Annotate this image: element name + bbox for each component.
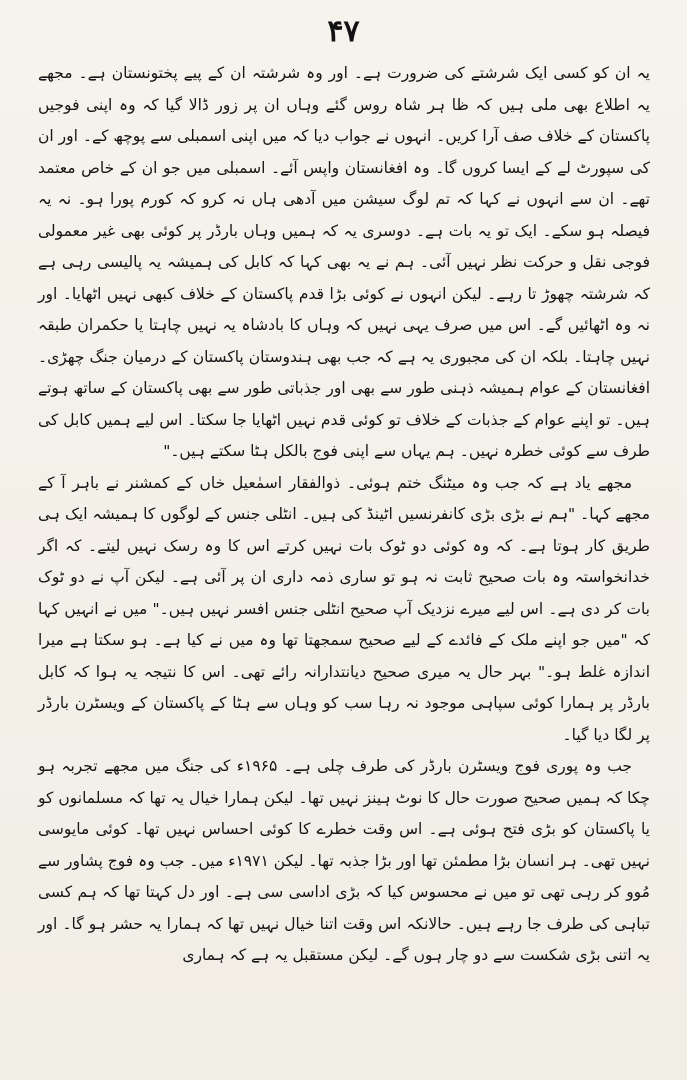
body-text	[38, 58, 650, 972]
page-number: ۴۷	[327, 14, 360, 49]
paragraph-3: جب وہ پوری فوج ویسٹرن بارڈر کی طرف چلی ہے۔ ۱۹۶۵ء کی جنگ میں مجھے تجربہ ہو چکا کہ ہمیں صحیح صورت حال کا نوٹ ہینز نہیں تھا۔ لیکن ہمارا خیال یہ تھا کہ مسلمانوں کو یا پاکستان کو بڑی فتح ہوئی ہے۔ اس وقت خطرے کا کوئی احساس نہیں تھا۔ کوئی مایوسی نہیں تھی۔ ہر انسان بڑا مطمئن تھا اور بڑا جذبہ تھا۔ لیکن ۱۹۷۱ء میں۔ جب وہ فوج پشاور سے مُوو کر رہی تھی تو میں نے محسوس کیا کہ بڑی اداسی سی ہے۔ اور دل کہتا تھا کہ ہم کسی تباہی کی طرف جا رہے ہیں۔ حالانکہ اس وقت اتنا خیال نہیں تھا کہ ہمارا یہ حشر ہو گا۔ اور یہ اتنی بڑی شکست سے دو چار ہوں گے۔ لیکن مستقبل یہ ہے کہ ہماری	[38, 757, 650, 964]
paragraph-2: مجھے یاد ہے کہ جب وہ میٹنگ ختم ہوئی۔ ذوالفقار اسمٰعیل خاں کے کمشنر نے باہر آ کے مجھے کہا۔ "ہم نے بڑی بڑی کانفرنسیں اٹینڈ کی ہیں۔ انٹلی جنس کے لوگوں کا ہمیشہ ایک ہی طریق کار ہوتا ہے۔ کہ وہ کوئی دو ٹوک بات نہیں کرتے اس کا وہ رسک نہیں لیتے۔ کہ اگر خدانخواستہ وہ بات صحیح ثابت نہ ہو تو ساری ذمہ داری ان پر آئی ہے۔ لیکن آپ نے دو ٹوک بات کر دی ہے۔ اس لیے میرے نزدیک آپ صحیح انٹلی جنس افسر نہیں ہیں۔" میں نے انہیں کہا کہ "میں جو اپنے ملک کے فائدے کے لیے صحیح سمجھتا تھا وہ میں نے کیا ہے۔ ہو سکتا ہے میرا اندازہ غلط ہو۔" بہر حال یہ میری صحیح دیانتدارانہ رائے تھی۔ اس کا نتیجہ یہ ہوا کہ کابل بارڈر پر ہمارا کوئی سپاہی موجود نہ رہا سب کو وہاں سے ہٹا کے پاکستان کے ویسٹرن بارڈر پر لگا دیا گیا۔	[38, 473, 650, 744]
paragraph-1: یہ ان کو کسی ایک شرشتے کی ضرورت ہے۔ اور وہ شرشتہ ان کے پیے پختونستان ہے۔ مجھے یہ اطلاع بھی ملی ہیں کہ ظا ہر شاہ روس گئے وہاں ان پر زور ڈالا گیا کہ وہ اپنی فوجیں پاکستان کے خلاف صف آرا کریں۔ انہوں نے جواب دیا کہ میں اپنی اسمبلی سے پوچھ کے۔ اور ان کی سپورٹ لے کے ایسا کروں گا۔ وہ افغانستان واپس آئے۔ اسمبلی میں جو ان کے خاص معتمد تھے۔ ان سے انہوں نے کہا کہ تم لوگ سیشن میں آدھی ہاں نہ کرو کہ کورم پورا ہو۔ نہ یہ فیصلہ ہو سکے۔ ایک تو یہ بات ہے۔ دوسری یہ کہ ہمیں وہاں بارڈر پر کوئی بھی غیر معمولی فوجی نقل و حرکت نظر نہیں آئی۔ ہم نے یہ بھی کہا کہ کابل کی ہمیشہ یہ پالیسی رہی ہے کہ شرشتہ چھوڑ تا رہے۔ لیکن انہوں نے کوئی بڑا قدم پاکستان کے خلاف کبھی نہیں اٹھایا۔ اور نہ وہ اٹھائیں گے۔ اس میں صرف یہی نہیں کہ وہاں کا بادشاہ یہ نہیں چاہتا یا حکمران طبقہ نہیں چاہتا۔ بلکہ ان کی مجبوری یہ ہے کہ جب بھی ہندوستان پاکستان کے درمیان جنگ چھڑی۔ افغانستان کے عوام ہمیشہ ذہنی طور سے بھی اور جذباتی طور سے بھی پاکستان کے ساتھ ہوتے ہیں۔ تو اپنے عوام کے جذبات کے خلاف تو کوئی قدم نہیں اٹھایا جا سکتا۔ اس لیے ہمیں کابل کی طرف سے کوئی خطرہ نہیں۔ ہم یہاں سے اپنی فوج بالکل ہٹا سکتے ہیں۔"	[38, 64, 650, 460]
